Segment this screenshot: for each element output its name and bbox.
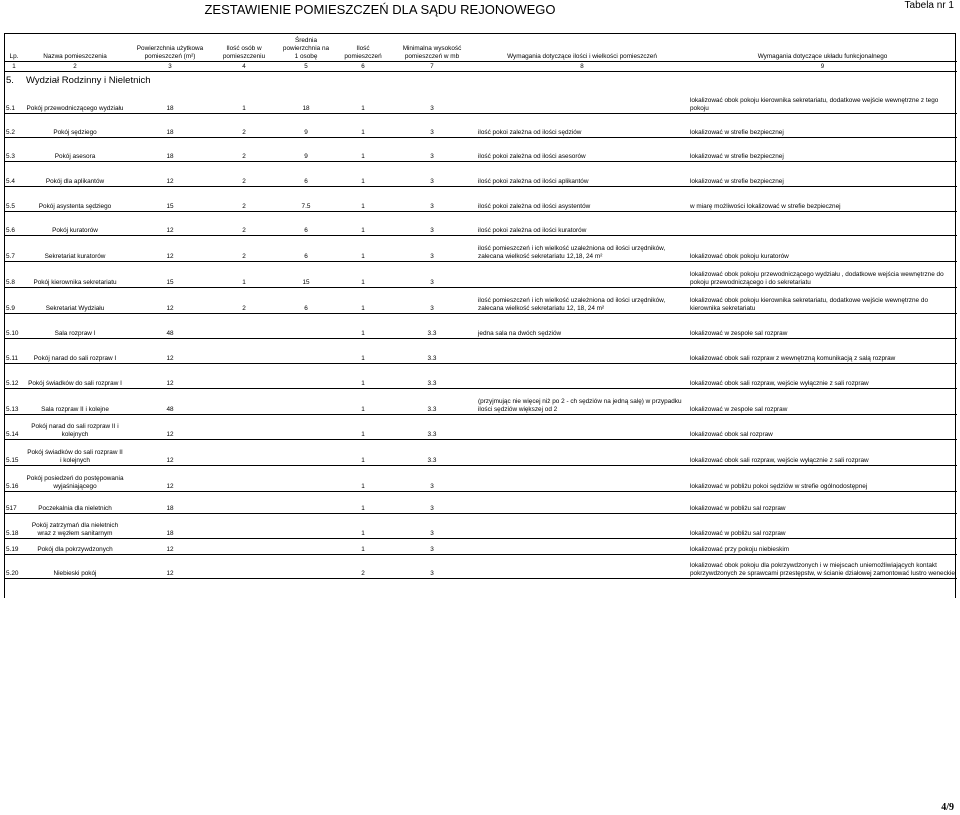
room-area: 12	[126, 538, 214, 554]
table-row	[4, 538, 957, 554]
room-layout-requirement: lokalizować w pobliżu sal rozpraw	[688, 513, 957, 538]
room-persons	[214, 414, 274, 439]
col-number: 1	[4, 62, 24, 72]
room-min-height: 3	[388, 211, 476, 235]
room-layout-requirement: lokalizować w pobliżu sal rozpraw	[688, 491, 957, 513]
row-lp: 5.16	[4, 465, 24, 491]
room-area: 12	[126, 211, 214, 235]
room-avg-area	[274, 414, 338, 439]
room-persons: 2	[214, 113, 274, 137]
room-persons: 2	[214, 137, 274, 161]
room-persons: 2	[214, 235, 274, 261]
room-name: Pokój świadków do sali rozpraw I	[24, 363, 126, 388]
room-avg-area	[274, 513, 338, 538]
room-persons: 2	[214, 211, 274, 235]
room-size-requirement	[476, 465, 688, 491]
table-row	[4, 465, 957, 491]
room-name: Pokój zatrzymań dla nieletnich wraz z węzłem sanitarnym	[24, 513, 126, 538]
room-name: Pokój sędziego	[24, 113, 126, 137]
room-area: 12	[126, 363, 214, 388]
room-min-height: 3	[388, 554, 476, 578]
room-layout-requirement: lokalizować przy pokoju niebieskim	[688, 538, 957, 554]
row-lp: 5.2	[4, 113, 24, 137]
table-row	[4, 235, 957, 261]
header-lp: Lp.	[4, 33, 24, 62]
row-lp: 5.8	[4, 261, 24, 287]
room-count: 1	[338, 261, 388, 287]
row-lp: 5.10	[4, 313, 24, 338]
room-size-requirement	[476, 414, 688, 439]
room-persons	[214, 313, 274, 338]
room-size-requirement	[476, 491, 688, 513]
header-layout-requirements: Wymagania dotyczące układu funkcjonalnego	[688, 33, 957, 62]
row-lp: 5.14	[4, 414, 24, 439]
row-lp: 5.11	[4, 338, 24, 363]
table-number: Tabela nr 1	[904, 0, 954, 11]
room-min-height: 3	[388, 87, 476, 113]
room-persons	[214, 538, 274, 554]
room-count: 1	[338, 439, 388, 465]
header-size-requirements: Wymagania dotyczące ilości i wielkości pomieszczeń	[476, 33, 688, 62]
room-persons	[214, 439, 274, 465]
header-room-count: Ilość pomieszczeń	[338, 33, 388, 62]
col-number: 4	[214, 62, 274, 72]
room-min-height: 3	[388, 161, 476, 186]
room-persons	[214, 554, 274, 578]
table-row	[4, 113, 957, 137]
room-persons	[214, 491, 274, 513]
room-name: Pokój kierownika sekretariatu	[24, 261, 126, 287]
row-lp: 5.1	[4, 87, 24, 113]
room-name: Sekretariat kuratorów	[24, 235, 126, 261]
room-min-height: 3	[388, 491, 476, 513]
table-row	[4, 491, 957, 513]
room-layout-requirement: lokalizować w strefie bezpiecznej	[688, 161, 957, 186]
room-size-requirement: ilość pomieszczeń i ich wielkość uzależniona od ilości urzędników, zalecana wielkość sekretariatu 12, 18, 24 m²	[476, 287, 688, 313]
room-count: 1	[338, 287, 388, 313]
row-lp: 5.20	[4, 554, 24, 578]
room-size-requirement	[476, 338, 688, 363]
room-min-height: 3.3	[388, 388, 476, 414]
room-size-requirement	[476, 439, 688, 465]
room-avg-area	[274, 538, 338, 554]
room-count: 1	[338, 491, 388, 513]
room-count: 1	[338, 186, 388, 211]
room-area: 18	[126, 113, 214, 137]
room-area: 15	[126, 186, 214, 211]
room-layout-requirement: w miarę możliwości lokalizować w strefie bezpiecznej	[688, 186, 957, 211]
room-name: Pokój kuratorów	[24, 211, 126, 235]
header-min-height: Minimalna wysokość pomieszczeń w mb	[388, 33, 476, 62]
col-number: 3	[126, 62, 214, 72]
header-area: Powierzchnia użytkowa pomieszczeń (m²)	[126, 33, 214, 62]
room-layout-requirement: lokalizować obok pokoju kierownika sekretariatu, dodatkowe wejście wewnętrzne z tego pokoju	[688, 87, 957, 113]
room-layout-requirement: lokalizować obok pokoju kuratorów	[688, 235, 957, 261]
room-name: Poczekalnia dla nieletnich	[24, 491, 126, 513]
section-title: Wydział Rodzinny i Nieletnich	[26, 74, 151, 86]
table-row	[4, 363, 957, 388]
header-name: Nazwa pomieszczenia	[24, 33, 126, 62]
room-count: 1	[338, 513, 388, 538]
room-min-height: 3.3	[388, 363, 476, 388]
row-lp: 5.7	[4, 235, 24, 261]
room-area: 12	[126, 439, 214, 465]
room-avg-area: 9	[274, 113, 338, 137]
room-persons: 2	[214, 161, 274, 186]
room-size-requirement: ilość pomieszczeń i ich wielkość uzależniona od ilości urzędników, zalecana wielkość sekretariatu 12,18, 24 m²	[476, 235, 688, 261]
table-row	[4, 313, 957, 338]
col-number: 8	[476, 62, 688, 72]
row-lp: 5.3	[4, 137, 24, 161]
room-min-height: 3	[388, 261, 476, 287]
room-avg-area: 18	[274, 87, 338, 113]
room-persons	[214, 465, 274, 491]
room-layout-requirement: lokalizować obok sali rozpraw z wewnętrzną komunikacją z salą rozpraw	[688, 338, 957, 363]
room-area: 48	[126, 313, 214, 338]
room-layout-requirement	[688, 211, 957, 235]
table-row	[4, 338, 957, 363]
row-lp: 5.5	[4, 186, 24, 211]
room-size-requirement: ilość pokoi zależna od ilości kuratorów	[476, 211, 688, 235]
room-count: 1	[338, 113, 388, 137]
room-size-requirement: ilość pokoi zależna od ilości sędziów	[476, 113, 688, 137]
room-avg-area: 15	[274, 261, 338, 287]
room-area: 15	[126, 261, 214, 287]
room-name: Pokój świadków do sali rozpraw II i kolejnych	[24, 439, 126, 465]
room-area: 12	[126, 554, 214, 578]
table-row	[4, 261, 957, 287]
room-avg-area: 9	[274, 137, 338, 161]
room-avg-area: 6	[274, 211, 338, 235]
room-area: 18	[126, 491, 214, 513]
room-name: Pokój dla pokrzywdzonych	[24, 538, 126, 554]
room-name: Niebieski pokój	[24, 554, 126, 578]
room-count: 1	[338, 338, 388, 363]
room-layout-requirement: lokalizować w strefie bezpiecznej	[688, 113, 957, 137]
room-area: 12	[126, 161, 214, 186]
table-row	[4, 161, 957, 186]
room-avg-area: 7.5	[274, 186, 338, 211]
row-lp: 5.9	[4, 287, 24, 313]
room-count: 2	[338, 554, 388, 578]
room-avg-area	[274, 338, 338, 363]
room-name: Sala rozpraw II i kolejne	[24, 388, 126, 414]
room-count: 1	[338, 465, 388, 491]
room-layout-requirement: lokalizować obok sali rozpraw, wejście wyłącznie z sali rozpraw	[688, 439, 957, 465]
table-row	[4, 87, 957, 113]
room-count: 1	[338, 211, 388, 235]
table-row	[4, 554, 957, 578]
row-lp: 5.13	[4, 388, 24, 414]
section-number: 5.	[6, 74, 14, 86]
row-lp: 5.18	[4, 513, 24, 538]
room-avg-area	[274, 313, 338, 338]
room-size-requirement: jedna sala na dwóch sędziów	[476, 313, 688, 338]
room-size-requirement	[476, 538, 688, 554]
room-min-height: 3.3	[388, 439, 476, 465]
room-count: 1	[338, 235, 388, 261]
room-area: 12	[126, 287, 214, 313]
room-layout-requirement: lokalizować w pobliżu pokoi sędziów w strefie ogólnodostępnej	[688, 465, 957, 491]
room-persons	[214, 363, 274, 388]
table-body	[4, 87, 957, 578]
col-number: 5	[274, 62, 338, 72]
room-count: 1	[338, 313, 388, 338]
room-size-requirement	[476, 261, 688, 287]
rooms-table	[4, 33, 957, 579]
room-area: 12	[126, 338, 214, 363]
room-area: 12	[126, 414, 214, 439]
room-name: Pokój posiedzeń do postępowania wyjaśniającego	[24, 465, 126, 491]
table-row	[4, 137, 957, 161]
room-avg-area	[274, 465, 338, 491]
table-row	[4, 439, 957, 465]
room-name: Pokój przewodniczącego wydziału	[24, 87, 126, 113]
room-name: Sala rozpraw I	[24, 313, 126, 338]
room-avg-area	[274, 388, 338, 414]
room-count: 1	[338, 137, 388, 161]
room-min-height: 3	[388, 513, 476, 538]
room-min-height: 3	[388, 235, 476, 261]
table-row	[4, 186, 957, 211]
col-number: 2	[24, 62, 126, 72]
room-avg-area: 6	[274, 235, 338, 261]
room-min-height: 3.3	[388, 414, 476, 439]
room-size-requirement: ilość pokoi zależna od ilości asystentów	[476, 186, 688, 211]
room-count: 1	[338, 388, 388, 414]
room-count: 1	[338, 538, 388, 554]
row-lp: 517	[4, 491, 24, 513]
room-size-requirement	[476, 363, 688, 388]
row-lp: 5.6	[4, 211, 24, 235]
room-area: 48	[126, 388, 214, 414]
room-size-requirement: (przyjmując nie więcej niż po 2 - ch sędziów na jedną salę) w przypadku ilości sędziów większej od 2	[476, 388, 688, 414]
room-avg-area	[274, 363, 338, 388]
row-lp: 5.19	[4, 538, 24, 554]
room-min-height: 3	[388, 465, 476, 491]
room-persons	[214, 513, 274, 538]
room-name: Pokój narad do sali rozpraw II i kolejnych	[24, 414, 126, 439]
room-name: Pokój asystenta sędziego	[24, 186, 126, 211]
room-persons: 1	[214, 261, 274, 287]
room-size-requirement	[476, 554, 688, 578]
table-row	[4, 287, 957, 313]
header-persons: Ilość osób w pomieszczeniu	[214, 33, 274, 62]
room-size-requirement: ilość pokoi zależna od ilości asesorów	[476, 137, 688, 161]
room-size-requirement	[476, 513, 688, 538]
room-count: 1	[338, 414, 388, 439]
room-area: 18	[126, 137, 214, 161]
room-min-height: 3	[388, 137, 476, 161]
room-avg-area	[274, 554, 338, 578]
room-count: 1	[338, 87, 388, 113]
room-min-height: 3.3	[388, 313, 476, 338]
row-lp: 5.4	[4, 161, 24, 186]
room-min-height: 3	[388, 538, 476, 554]
room-persons	[214, 338, 274, 363]
page-number: 4/9	[941, 802, 954, 813]
room-size-requirement: ilość pokoi zależna od ilości aplikantów	[476, 161, 688, 186]
room-layout-requirement: lokalizować obok pokoju przewodniczącego wydziału , dodatkowe wejścia wewnętrzne do pokoju przewodniczącego i do sekretariatu	[688, 261, 957, 287]
room-area: 12	[126, 235, 214, 261]
document-title: ZESTAWIENIE POMIESZCZEŃ DLA SĄDU REJONOWEGO	[204, 2, 556, 17]
room-min-height: 3.3	[388, 338, 476, 363]
room-avg-area: 6	[274, 161, 338, 186]
room-persons	[214, 388, 274, 414]
row-lp: 5.12	[4, 363, 24, 388]
room-layout-requirement: lokalizować w strefie bezpiecznej	[688, 137, 957, 161]
room-persons: 2	[214, 186, 274, 211]
room-layout-requirement: lokalizować w zespole sal rozpraw	[688, 313, 957, 338]
room-min-height: 3	[388, 287, 476, 313]
room-layout-requirement: lokalizować obok sali rozpraw, wejście wyłącznie z sali rozpraw	[688, 363, 957, 388]
table-row	[4, 513, 957, 538]
room-count: 1	[338, 161, 388, 186]
room-avg-area: 6	[274, 287, 338, 313]
room-name: Pokój asesora	[24, 137, 126, 161]
header-avg-area: Średnia powierzchnia na 1 osobę	[274, 33, 338, 62]
room-area: 18	[126, 87, 214, 113]
room-layout-requirement: lokalizować obok sal rozpraw	[688, 414, 957, 439]
room-layout-requirement: lokalizować obok pokoju kierownika sekretariatu, dodatkowe wejście wewnętrzne do kierownika sekretariatu	[688, 287, 957, 313]
room-min-height: 3	[388, 186, 476, 211]
table-row	[4, 211, 957, 235]
room-size-requirement	[476, 87, 688, 113]
room-layout-requirement: lokalizować obok pokoju dla pokrzywdzonych i w miejscach uniemożliwiających kontakt pokrzywdzonych ze sprawcami przestępstw, w ścianie działowej zamontować lustro weneckie	[688, 554, 957, 578]
room-min-height: 3	[388, 113, 476, 137]
room-name: Pokój dla aplikantów	[24, 161, 126, 186]
room-area: 12	[126, 465, 214, 491]
room-area: 18	[126, 513, 214, 538]
row-lp: 5.15	[4, 439, 24, 465]
room-name: Sekretariat Wydziału	[24, 287, 126, 313]
room-count: 1	[338, 363, 388, 388]
col-number: 7	[388, 62, 476, 72]
room-avg-area	[274, 439, 338, 465]
room-persons: 1	[214, 87, 274, 113]
room-avg-area	[274, 491, 338, 513]
col-number: 9	[688, 62, 957, 72]
room-layout-requirement: lokalizować w zespole sal rozpraw	[688, 388, 957, 414]
table-row	[4, 388, 957, 414]
col-number: 6	[338, 62, 388, 72]
room-name: Pokój narad do sali rozpraw I	[24, 338, 126, 363]
room-persons: 2	[214, 287, 274, 313]
table-row	[4, 414, 957, 439]
